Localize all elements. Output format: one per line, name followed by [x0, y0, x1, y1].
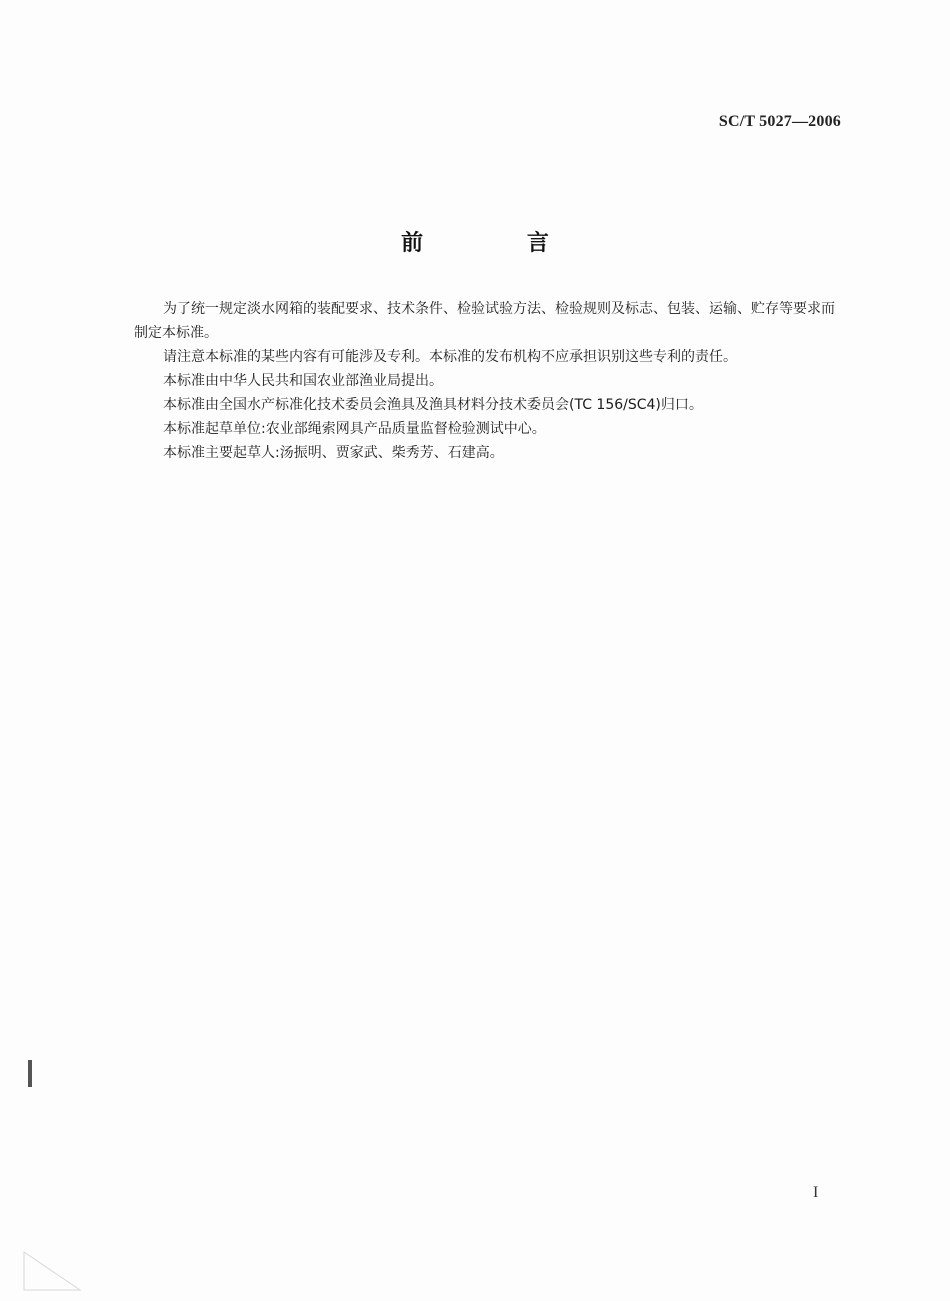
- paragraph-proposer: 本标准由中华人民共和国农业部渔业局提出。: [163, 373, 443, 389]
- page-number: I: [813, 1184, 819, 1201]
- paragraph-purpose: 为了统一规定淡水网箱的装配要求、技术条件、检验试验方法、检验规则及标志、包装、运输、贮存等要求而制定本标准。: [134, 301, 835, 341]
- paragraph-drafters: 本标准主要起草人:汤振明、贾家武、柴秀芳、石建高。: [163, 445, 504, 461]
- paragraph-technical-committee: 本标准由全国水产标准化技术委员会渔具及渔具材料分技术委员会(TC 156/SC4)归口。: [163, 397, 703, 413]
- paragraph-patent-notice: 请注意本标准的某些内容有可能涉及专利。本标准的发布机构不应承担识别这些专利的责任。: [163, 349, 737, 365]
- standard-code: SC/T 5027—2006: [718, 113, 841, 130]
- page-title: 前 言: [401, 231, 597, 256]
- scan-edge-mark: [28, 1060, 32, 1087]
- page-corner-fold: [22, 1250, 82, 1295]
- paragraph-drafting-unit: 本标准起草单位:农业部绳索网具产品质量监督检验测试中心。: [163, 421, 546, 437]
- foreword-body: [134, 297, 842, 465]
